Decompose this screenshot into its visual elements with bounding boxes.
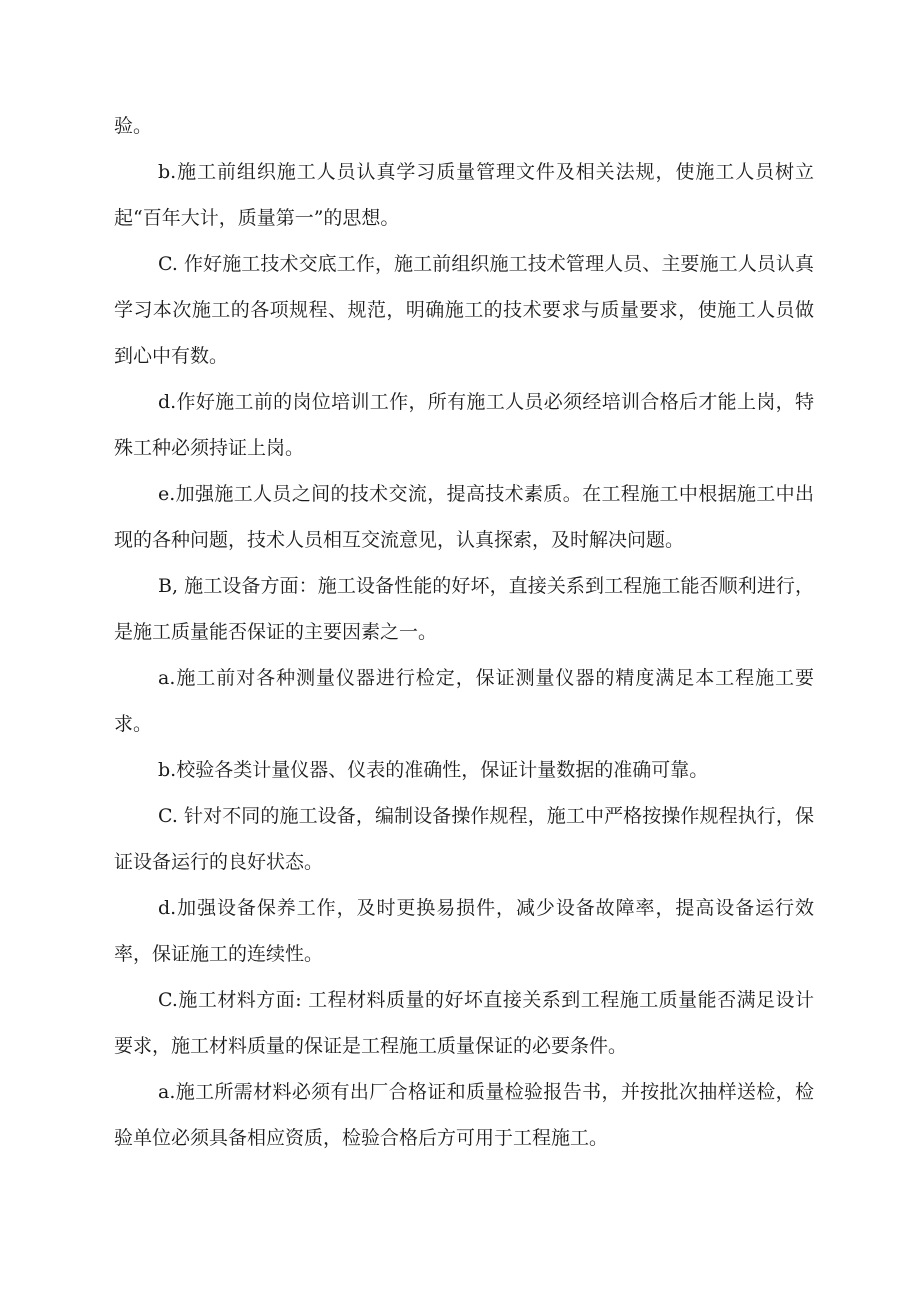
- paragraph-a-material-certification: a.施工所需材料必须有出厂合格证和质量检验报告书，并按批次抽样送检，检验单位必须具备相应资质，检验合格后方可用于工程施工。: [114, 1081, 814, 1149]
- paragraph-d-maintenance: d.加强设备保养工作，及时更换易损件，减少设备故障率，提高设备运行效率，保证施工的连续性。: [114, 897, 814, 965]
- paragraph-B-equipment: B, 施工设备方面：施工设备性能的好坏，直接关系到工程施工能否顺利进行，是施工质量能否保证的主要因素之一。: [114, 575, 814, 643]
- paragraph-c-technical-briefing: C. 作好施工技术交底工作，施工前组织施工技术管理人员、主要施工人员认真学习本次施工的各项规程、规范，明确施工的技术要求与质量要求，使施工人员做到心中有数。: [114, 253, 814, 367]
- document-body: [114, 103, 814, 1161]
- paragraph-C-materials: C.施工材料方面: 工程材料质量的好坏直接关系到工程施工质量能否满足设计要求，施工材料质量的保证是工程施工质量保证的必要条件。: [114, 989, 814, 1057]
- paragraph-e-technical-exchange: e.加强施工人员之间的技术交流，提高技术素质。在工程施工中根据施工中出现的各种问题，技术人员相互交流意见，认真探索，及时解决问题。: [114, 483, 814, 551]
- paragraph-a-instrument-verification: a.施工前对各种测量仪器进行检定，保证测量仪器的精度满足本工程施工要求。: [114, 667, 814, 735]
- paragraph-continuation: 验。: [114, 115, 153, 137]
- paragraph-d-job-training: d.作好施工前的岗位培训工作，所有施工人员必须经培训合格后才能上岗，特殊工种必须持证上岗。: [114, 391, 814, 459]
- paragraph-b-training: b.施工前组织施工人员认真学习质量管理文件及相关法规，使施工人员树立起“百年大计，质量第一”的思想。: [114, 161, 814, 229]
- paragraph-b-calibration: b.校验各类计量仪器、仪表的准确性，保证计量数据的准确可靠。: [158, 759, 709, 781]
- paragraph-c-operating-procedures: C. 针对不同的施工设备，编制设备操作规程，施工中严格按操作规程执行，保证设备运行的良好状态。: [114, 805, 814, 873]
